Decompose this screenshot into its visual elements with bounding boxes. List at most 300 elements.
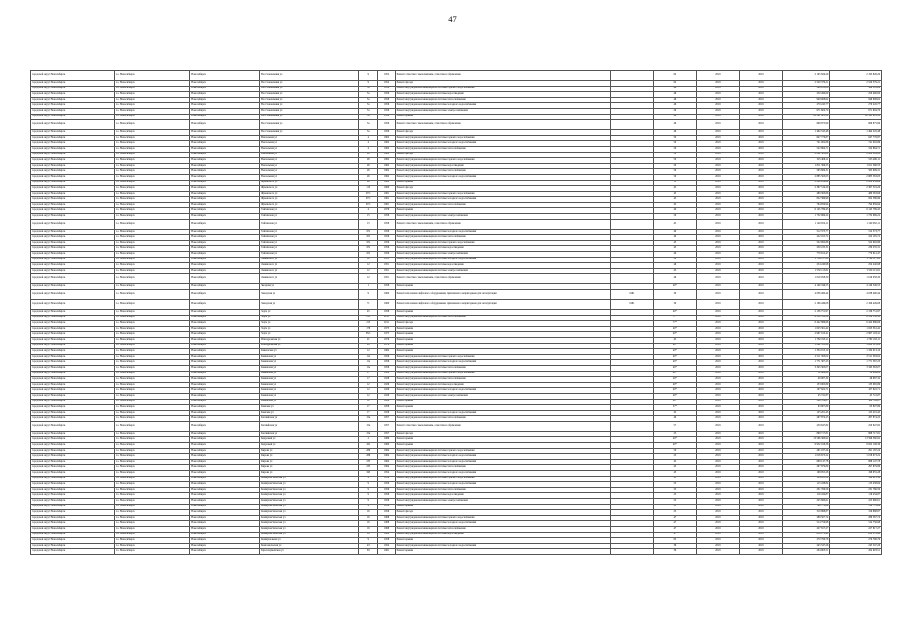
house-number-cell: 289 — [359, 454, 378, 460]
settlement-cell: г.о. Новосибирск — [114, 152, 189, 158]
settlement-cell: г.о. Новосибирск — [114, 202, 189, 208]
register-table-container — [30, 70, 882, 555]
wear-percent-cell: 40* — [653, 284, 696, 290]
work-type-cell: Ремонт внутридомовой инженерной системы холодного водоснабжения — [395, 197, 610, 203]
build-year-cell: 1959 — [378, 504, 395, 510]
plan-end-year-cell: 2019 — [739, 240, 782, 246]
build-year-cell: 1956 — [378, 103, 395, 109]
plan-start-year-cell: 2019 — [696, 163, 739, 169]
city-cell: Новосибирск — [190, 169, 260, 175]
city-cell: Новосибирск — [190, 365, 260, 371]
street-cell: Кедровый ул — [260, 437, 359, 443]
build-year-cell: 1962 — [378, 174, 395, 180]
wear-percent-cell: 25 — [653, 504, 696, 510]
street-cell: Коммунистическая ул — [260, 504, 359, 510]
settlement-cell: г.о. Новосибирск — [114, 169, 189, 175]
cost-cell: 668 147,78 — [782, 459, 829, 465]
total-cost-cell: 512 373,77 — [830, 229, 882, 235]
work-type-cell: Ремонт крыши — [395, 310, 610, 316]
plan-end-year-cell: 2019 — [739, 71, 782, 81]
city-cell: Новосибирск — [190, 382, 260, 388]
cost-cell: 794 659,94 — [782, 202, 829, 208]
work-type-cell: Ремонт внутридомовой инженерной системы горячего водоснабжения — [395, 158, 610, 164]
build-year-cell: 1956 — [378, 360, 395, 366]
municipality-cell: городской округ Новосибирск — [31, 465, 115, 471]
plan-end-year-cell: 2019 — [739, 377, 782, 383]
wear-percent-cell: 40* — [653, 443, 696, 449]
settlement-cell: г.о. Новосибирск — [114, 393, 189, 399]
plan-start-year-cell: 2019 — [696, 86, 739, 92]
build-year-cell: 1961 — [378, 202, 395, 208]
plan-end-year-cell: 2019 — [739, 421, 782, 431]
work-type-cell: Ремонт или замена лифтового оборудования, признанного непригодным для эксплуатации — [395, 290, 610, 300]
settlement-cell: г.о. Новосибирск — [114, 476, 189, 482]
lift-year-cell: 1981 — [610, 300, 653, 310]
city-cell: Новосибирск — [190, 371, 260, 377]
plan-start-year-cell: 2019 — [696, 399, 739, 405]
plan-start-year-cell: 2019 — [696, 158, 739, 164]
total-cost-cell: 2 006 959,64 — [830, 180, 882, 186]
wear-percent-cell: 40* — [653, 388, 696, 394]
work-type-cell: Ремонт внутридомовой инженерной системы холодного водоснабжения — [395, 229, 610, 235]
plan-end-year-cell: 2019 — [739, 405, 782, 411]
total-cost-cell: 204 903,51 — [830, 549, 882, 555]
build-year-cell: 1964 — [378, 465, 395, 471]
house-number-cell: 3а — [359, 130, 378, 136]
work-type-cell: Ремонт крыши — [395, 349, 610, 355]
cost-cell: 369 103,06 — [782, 86, 829, 92]
work-type-cell: Ремонт внутридомовой инженерной системы холодного водоснабжения — [395, 103, 610, 109]
register-table — [30, 70, 882, 555]
street-cell: Камская ул — [260, 410, 359, 416]
build-year-cell: 1962 — [378, 169, 395, 175]
cost-cell: 525 406,11 — [782, 158, 829, 164]
city-cell: Новосибирск — [190, 130, 260, 136]
build-year-cell: 1956 — [378, 240, 395, 246]
municipality-cell: городской округ Новосибирск — [31, 257, 115, 263]
work-type-cell: Ремонт фасада — [395, 510, 610, 516]
plan-start-year-cell: 2019 — [696, 326, 739, 332]
build-year-cell: 1929 — [378, 388, 395, 394]
plan-start-year-cell: 2019 — [696, 337, 739, 343]
municipality-cell: городской округ Новосибирск — [31, 246, 115, 252]
work-type-cell: Ремонт крыши — [395, 549, 610, 555]
cost-cell: 2 511 363,02 — [782, 354, 829, 360]
build-year-cell: 1956 — [378, 114, 395, 120]
street-cell: Зорге ул — [260, 310, 359, 316]
plan-end-year-cell: 2019 — [739, 431, 782, 437]
settlement-cell: г.о. Новосибирск — [114, 354, 189, 360]
cost-cell: 2 136 751,97 — [782, 310, 829, 316]
plan-start-year-cell: 2019 — [696, 97, 739, 103]
municipality-cell: городской округ Новосибирск — [31, 437, 115, 443]
build-year-cell: 1959 — [378, 510, 395, 516]
total-cost-cell: 671 604,70 — [830, 108, 882, 114]
build-year-cell: 2011 — [378, 321, 395, 327]
plan-end-year-cell: 2019 — [739, 180, 782, 186]
lift-year-cell — [610, 120, 653, 130]
build-year-cell: 1929 — [378, 399, 395, 405]
build-year-cell: 1958 — [378, 310, 395, 316]
house-number-cell: 12 — [359, 393, 378, 399]
cost-cell: 1 771 367,23 — [782, 360, 829, 366]
municipality-cell: городской округ Новосибирск — [31, 108, 115, 114]
street-cell: Кавказская ул — [260, 349, 359, 355]
municipality-cell: городской округ Новосибирск — [31, 263, 115, 269]
plan-start-year-cell: 2019 — [696, 371, 739, 377]
wear-percent-cell: 25 — [653, 499, 696, 505]
wear-percent-cell: 40 — [653, 208, 696, 214]
street-cell: Каменская ул — [260, 365, 359, 371]
house-number-cell: 178 — [359, 326, 378, 332]
total-cost-cell: 1 019 058,30 — [830, 274, 882, 284]
plan-start-year-cell: 2019 — [696, 103, 739, 109]
house-number-cell: 26 — [359, 163, 378, 169]
table-row — [31, 290, 882, 300]
total-cost-cell: 2 136 751,97 — [830, 310, 882, 316]
plan-end-year-cell: 2019 — [739, 141, 782, 147]
cost-cell: 119 434,87 — [782, 493, 829, 499]
settlement-cell: г.о. Новосибирск — [114, 235, 189, 241]
house-number-cell: 6/9 — [359, 252, 378, 258]
cost-cell: 270 796,76 — [782, 538, 829, 544]
municipality-cell: городской округ Новосибирск — [31, 81, 115, 87]
wear-percent-cell: 40 — [653, 229, 696, 235]
street-cell: Ленинского ул — [260, 263, 359, 269]
total-cost-cell: 222 165,72 — [830, 235, 882, 241]
house-number-cell: 28 — [359, 343, 378, 349]
settlement-cell: г.о. Новосибирск — [114, 410, 189, 416]
plan-end-year-cell: 2019 — [739, 349, 782, 355]
house-number-cell: 71 — [359, 300, 378, 310]
cost-cell: 227 817,27 — [782, 526, 829, 532]
table-row — [31, 274, 882, 284]
settlement-cell: г.о. Новосибирск — [114, 399, 189, 405]
house-number-cell: 17 — [359, 377, 378, 383]
street-cell: Камская ул — [260, 405, 359, 411]
work-type-cell: Ремонт внутридомовой инженерной системы теплоснабжения — [395, 416, 610, 422]
municipality-cell: городской округ Новосибирск — [31, 284, 115, 290]
municipality-cell: городской округ Новосибирск — [31, 71, 115, 81]
build-year-cell: 1951 — [378, 268, 395, 274]
settlement-cell: г.о. Новосибирск — [114, 208, 189, 214]
plan-end-year-cell: 2019 — [739, 388, 782, 394]
build-year-cell: 1956 — [378, 229, 395, 235]
street-cell: Вокзальная ул — [260, 152, 359, 158]
build-year-cell: 1960 — [378, 186, 395, 192]
build-year-cell: 1956 — [378, 365, 395, 371]
municipality-cell: городской округ Новосибирск — [31, 321, 115, 327]
wear-percent-cell: 46 — [653, 97, 696, 103]
municipality-cell: городской округ Новосибирск — [31, 290, 115, 300]
house-number-cell: 26 — [359, 174, 378, 180]
municipality-cell: городской округ Новосибирск — [31, 521, 115, 527]
work-type-cell: Ремонт внутридомовой инженерной системы водоотведения — [395, 263, 610, 269]
cost-cell: 125 201,45 — [782, 410, 829, 416]
city-cell: Новосибирск — [190, 332, 260, 338]
plan-start-year-cell: 2019 — [696, 443, 739, 449]
municipality-cell: городской округ Новосибирск — [31, 476, 115, 482]
house-number-cell: 12 — [359, 263, 378, 269]
settlement-cell: г.о. Новосибирск — [114, 214, 189, 220]
settlement-cell: г.о. Новосибирск — [114, 459, 189, 465]
settlement-cell: г.о. Новосибирск — [114, 471, 189, 477]
street-cell: Кирова ул — [260, 448, 359, 454]
total-cost-cell: 52 489,20 — [830, 371, 882, 377]
municipality-cell: городской округ Новосибирск — [31, 92, 115, 98]
wear-percent-cell: 50 — [653, 158, 696, 164]
settlement-cell: г.о. Новосибирск — [114, 382, 189, 388]
cost-cell: 204 903,51 — [782, 549, 829, 555]
street-cell: Восстановления ул — [260, 86, 359, 92]
total-cost-cell: 1 550 115,81 — [830, 268, 882, 274]
wear-percent-cell: 45 — [653, 186, 696, 192]
city-cell: Новосибирск — [190, 235, 260, 241]
plan-end-year-cell: 2019 — [739, 549, 782, 555]
work-type-cell: Ремонт внутридомовой инженерной системы водоотведения — [395, 493, 610, 499]
plan-start-year-cell: 2019 — [696, 315, 739, 321]
cost-cell: 1 732 669,22 — [782, 214, 829, 220]
plan-start-year-cell: 2019 — [696, 499, 739, 505]
wear-percent-cell: 40* — [653, 382, 696, 388]
total-cost-cell: 270 245,77 — [830, 103, 882, 109]
street-cell: Кирова ул — [260, 454, 359, 460]
wear-percent-cell: 30 — [653, 290, 696, 300]
settlement-cell: г.о. Новосибирск — [114, 543, 189, 549]
house-number-cell: 289 — [359, 448, 378, 454]
street-cell: Ленинского ул — [260, 257, 359, 263]
build-year-cell: 1962 — [378, 180, 395, 186]
build-year-cell: 1957 — [378, 431, 395, 437]
plan-start-year-cell: 2019 — [696, 437, 739, 443]
page-number: 47 — [448, 14, 457, 24]
work-type-cell: Ремонт внутридомовой инженерной системы электроснабжения — [395, 108, 610, 114]
plan-end-year-cell: 2019 — [739, 246, 782, 252]
municipality-cell: городской округ Новосибирск — [31, 454, 115, 460]
work-type-cell: Ремонт внутридомовой инженерной системы теплоснабжения — [395, 377, 610, 383]
house-number-cell: 26 — [359, 152, 378, 158]
municipality-cell: городской округ Новосибирск — [31, 443, 115, 449]
total-cost-cell: 13 596 360,92 — [830, 437, 882, 443]
settlement-cell: г.о. Новосибирск — [114, 300, 189, 310]
total-cost-cell: 316 888,87 — [830, 510, 882, 516]
house-number-cell: 16 — [359, 521, 378, 527]
work-type-cell: Ремонт фасада — [395, 152, 610, 158]
work-type-cell: Ремонт внутридомовой инженерной системы холодного водоснабжения — [395, 141, 610, 147]
work-type-cell: Ремонт крыши — [395, 437, 610, 443]
plan-start-year-cell: 2019 — [696, 365, 739, 371]
work-type-cell: Ремонт внутридомовой инженерной системы холодного водоснабжения — [395, 388, 610, 394]
house-number-cell: 16 — [359, 510, 378, 516]
total-cost-cell: 1 140 652,11 — [830, 219, 882, 229]
work-type-cell: Ремонт отмостки с выполнением, отмостки и обрамления — [395, 421, 610, 431]
settlement-cell: г.о. Новосибирск — [114, 431, 189, 437]
plan-start-year-cell: 2019 — [696, 174, 739, 180]
street-cell: Ипподромская ул — [260, 337, 359, 343]
settlement-cell: г.о. Новосибирск — [114, 504, 189, 510]
wear-percent-cell: 40* — [653, 332, 696, 338]
settlement-cell: г.о. Новосибирск — [114, 240, 189, 246]
plan-end-year-cell: 2019 — [739, 499, 782, 505]
municipality-cell: городской округ Новосибирск — [31, 487, 115, 493]
wear-percent-cell: 46 — [653, 274, 696, 284]
street-cell: Восстановления ул — [260, 108, 359, 114]
cost-cell: 270 245,77 — [782, 103, 829, 109]
cost-cell: 1 784 117,28 — [782, 257, 829, 263]
total-cost-cell: 230 235,31 — [830, 246, 882, 252]
municipality-cell: городской округ Новосибирск — [31, 208, 115, 214]
plan-end-year-cell: 2019 — [739, 448, 782, 454]
wear-percent-cell: 40* — [653, 437, 696, 443]
city-cell: Новосибирск — [190, 526, 260, 532]
wear-percent-cell: 30 — [653, 300, 696, 310]
plan-start-year-cell: 2019 — [696, 476, 739, 482]
house-number-cell: 16 — [359, 526, 378, 532]
city-cell: Новосибирск — [190, 284, 260, 290]
plan-end-year-cell: 2019 — [739, 493, 782, 499]
work-type-cell: Ремонт внутридомовой инженерной системы электроснабжения — [395, 268, 610, 274]
plan-start-year-cell: 2019 — [696, 186, 739, 192]
plan-start-year-cell: 2019 — [696, 454, 739, 460]
plan-end-year-cell: 2019 — [739, 310, 782, 316]
total-cost-cell: 225 690,61 — [830, 499, 882, 505]
plan-end-year-cell: 2019 — [739, 191, 782, 197]
plan-end-year-cell: 2019 — [739, 526, 782, 532]
wear-percent-cell: 25 — [653, 431, 696, 437]
cost-cell: 124 615,59 — [782, 476, 829, 482]
work-type-cell: Ремонт внутридомовой инженерной системы холодного водоснабжения — [395, 454, 610, 460]
total-cost-cell: 119 434,87 — [830, 493, 882, 499]
lift-year-cell — [610, 219, 653, 229]
wear-percent-cell: 50 — [653, 174, 696, 180]
house-number-cell: 1 — [359, 284, 378, 290]
work-type-cell: Ремонт внутридомовой инженерной системы холодного водоснабжения — [395, 459, 610, 465]
plan-start-year-cell: 2019 — [696, 421, 739, 431]
wear-percent-cell: 57 — [653, 421, 696, 431]
settlement-cell: г.о. Новосибирск — [114, 108, 189, 114]
plan-start-year-cell: 2019 — [696, 416, 739, 422]
wear-percent-cell: 40* — [653, 310, 696, 316]
build-year-cell: 1929 — [378, 382, 395, 388]
plan-end-year-cell: 2019 — [739, 538, 782, 544]
plan-end-year-cell: 2019 — [739, 354, 782, 360]
house-number-cell: 26 — [359, 158, 378, 164]
total-cost-cell: 741 002,86 — [830, 141, 882, 147]
wear-percent-cell: 77* — [653, 315, 696, 321]
street-cell: Коммунистическая ул — [260, 521, 359, 527]
build-year-cell: 1975 — [378, 326, 395, 332]
settlement-cell: г.о. Новосибирск — [114, 521, 189, 527]
work-type-cell: Ремонт фасада — [395, 321, 610, 327]
cost-cell: 2 006 959,64 — [782, 180, 829, 186]
settlement-cell: г.о. Новосибирск — [114, 268, 189, 274]
house-number-cell: 6/9 — [359, 229, 378, 235]
city-cell: Новосибирск — [190, 300, 260, 310]
street-cell: Тайгинская ул — [260, 246, 359, 252]
plan-end-year-cell: 2019 — [739, 326, 782, 332]
municipality-cell: городской округ Новосибирск — [31, 337, 115, 343]
wear-percent-cell: 62 — [653, 71, 696, 81]
city-cell: Новосибирск — [190, 290, 260, 300]
street-cell: Зорге ул — [260, 326, 359, 332]
municipality-cell: городской округ Новосибирск — [31, 141, 115, 147]
cost-cell: 52 489,20 — [782, 371, 829, 377]
cost-cell: 1 023 361,42 — [782, 326, 829, 332]
wear-percent-cell: 45 — [653, 219, 696, 229]
work-type-cell: Ремонт внутридомовой инженерной системы водоотведения — [395, 163, 610, 169]
build-year-cell: 1962 — [378, 146, 395, 152]
street-cell: Жуковского ул — [260, 202, 359, 208]
plan-start-year-cell: 2019 — [696, 146, 739, 152]
wear-percent-cell: 46 — [653, 92, 696, 98]
plan-end-year-cell: 2019 — [739, 252, 782, 258]
house-number-cell: 15к — [359, 431, 378, 437]
city-cell: Новосибирск — [190, 459, 260, 465]
settlement-cell: г.о. Новосибирск — [114, 321, 189, 327]
city-cell: Новосибирск — [190, 443, 260, 449]
plan-end-year-cell: 2019 — [739, 174, 782, 180]
settlement-cell: г.о. Новосибирск — [114, 114, 189, 120]
plan-end-year-cell: 2019 — [739, 332, 782, 338]
work-type-cell: Ремонт внутридомовой инженерной системы холодного водоснабжения — [395, 257, 610, 263]
municipality-cell: городской округ Новосибирск — [31, 538, 115, 544]
wear-percent-cell: 50 — [653, 163, 696, 169]
municipality-cell: городской округ Новосибирск — [31, 515, 115, 521]
city-cell: Новосибирск — [190, 399, 260, 405]
wear-percent-cell: 25 — [653, 493, 696, 499]
plan-end-year-cell: 2019 — [739, 268, 782, 274]
street-cell: Восстановления ул — [260, 114, 359, 120]
street-cell: Кирова ул — [260, 459, 359, 465]
wear-percent-cell: 40* — [653, 343, 696, 349]
city-cell: Новосибирск — [190, 532, 260, 538]
street-cell: Каспийская ул — [260, 416, 359, 422]
work-type-cell: Ремонт внутридомовой инженерной системы горячего водоснабжения — [395, 515, 610, 521]
municipality-cell: городской округ Новосибирск — [31, 214, 115, 220]
city-cell: Новосибирск — [190, 114, 260, 120]
work-type-cell: Ремонт внутридомовой инженерной системы холодного водоснабжения — [395, 174, 610, 180]
plan-start-year-cell: 2019 — [696, 114, 739, 120]
plan-start-year-cell: 2019 — [696, 229, 739, 235]
municipality-cell: городской округ Новосибирск — [31, 482, 115, 488]
street-cell: Вокзальная ул — [260, 158, 359, 164]
plan-end-year-cell: 2019 — [739, 284, 782, 290]
work-type-cell: Ремонт внутридомовой инженерной системы теплоснабжения — [395, 365, 610, 371]
settlement-cell: г.о. Новосибирск — [114, 360, 189, 366]
wear-percent-cell: 36 — [653, 549, 696, 555]
city-cell: Новосибирск — [190, 263, 260, 269]
house-number-cell: 17 — [359, 410, 378, 416]
work-type-cell: Ремонт отмостки с выполнением, отмостки и обрамления — [395, 71, 610, 81]
street-cell: Восстановления ул — [260, 130, 359, 136]
cost-cell: 2 967 103,41 — [782, 332, 829, 338]
build-year-cell: 1960 — [378, 300, 395, 310]
build-year-cell: 1968 — [378, 521, 395, 527]
wear-percent-cell: 25 — [653, 510, 696, 516]
house-number-cell: 9 — [359, 493, 378, 499]
plan-start-year-cell: 2019 — [696, 257, 739, 263]
total-cost-cell: 250 490,60 — [830, 92, 882, 98]
plan-end-year-cell: 2019 — [739, 360, 782, 366]
municipality-cell: городской округ Новосибирск — [31, 86, 115, 92]
municipality-cell: городской округ Новосибирск — [31, 274, 115, 284]
total-cost-cell: 267 874,25 — [830, 416, 882, 422]
settlement-cell: г.о. Новосибирск — [114, 103, 189, 109]
total-cost-cell: 2 082 361,82 — [830, 152, 882, 158]
city-cell: Новосибирск — [190, 465, 260, 471]
total-cost-cell: 1 811 366,53 — [830, 163, 882, 169]
settlement-cell: г.о. Новосибирск — [114, 388, 189, 394]
